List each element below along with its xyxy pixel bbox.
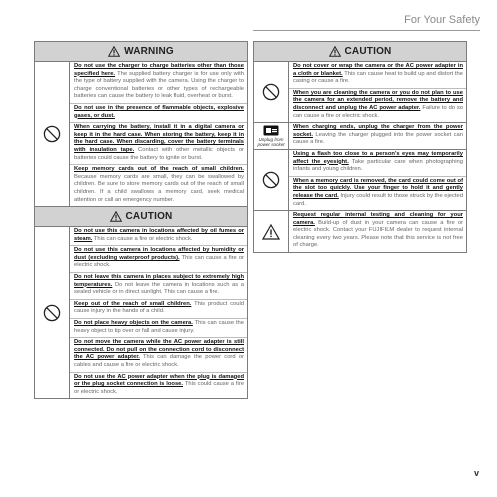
list-item: When carrying the battery, install it in a digital camera or keep it in the hard case. When storing the battery, keep it in the hard case. When discarding, cover the battery terminals with insulation tape. Contact with other metallic objects or batteries could cause the battery to ignite or burst. (70, 123, 247, 165)
warning-icon-cell (35, 62, 70, 206)
caution-items (70, 227, 247, 398)
warning-title: WARNING (124, 46, 174, 57)
caution-triangle-icon (110, 211, 122, 222)
caution-items (289, 211, 466, 252)
caution-section-prohibited-2 (254, 150, 466, 211)
warning-items (70, 62, 247, 206)
list-item: Keep memory cards out of the reach of small children. Because memory cards are small, they can be swallowed by children. Be sure to store memory cards out of the reach of small children. If a child swallows a memory card, seek medical attention or call an emergency number. (74, 166, 244, 203)
caution-icon-cell (254, 211, 289, 252)
list-item: Do not use the AC power adapter when the plug is damaged or the plug socket connection is loose. This could cause a fire or electric shock. (74, 373, 244, 395)
page-number: v (473, 468, 479, 478)
caution-title-bar (35, 206, 247, 227)
caution-items (289, 150, 466, 210)
header-rule (253, 30, 480, 31)
prohibited-icon (43, 304, 61, 322)
caution-items (289, 123, 466, 149)
prohibited-icon (262, 83, 280, 101)
caution-icon-cell (254, 150, 289, 210)
list-item: Do not cover or wrap the camera or the AC power adapter in a cloth or blanket. This can cause heat to build up and distort the casing or cause a fire. (289, 62, 466, 89)
list-item: Request regular internal testing and cleaning for your camera. Build-up of dust in your camera can cause a fire or electric shock. Contact your FUJIFILM dealer to request internal cleaning every two years. Please note that this service is not free of charge. (293, 212, 463, 249)
list-item: Do not use in the presence of flammable objects, explosive gases, or dust. (70, 104, 247, 123)
caution-section (35, 227, 247, 398)
list-item: Using a flash too close to a person's eyes may temporarily affect the eyesight. Take particular care when photographing infants and young children. (289, 150, 466, 177)
caution-icon (262, 224, 280, 240)
right-safety-box (253, 41, 467, 253)
list-item: Do not use this camera in locations affected by oil fumes or steam. This can cause a fire or electric shock. (70, 227, 247, 246)
warning-section (35, 62, 247, 206)
unplug-icon-cell (254, 123, 289, 149)
caution-section-exclamation (254, 211, 466, 252)
caution-section-prohibited (254, 62, 466, 123)
list-item: Keep out of the reach of small children. This product could cause injury in the hands of a child. (70, 300, 247, 319)
list-item: When you are cleaning the camera or you do not plan to use the camera for an extended period, remove the battery and disconnect and unplug the AC power adapter. Failure to do so can cause a fire or electric shock. (293, 89, 463, 119)
header-title: For Your Safety (404, 14, 480, 26)
caution-section-unplug (254, 123, 466, 150)
caution-title: CAUTION (344, 46, 392, 57)
caution-title: CAUTION (125, 211, 173, 223)
caution-title-bar (254, 42, 466, 62)
caution-triangle-icon (329, 46, 341, 57)
list-item: When a memory card is removed, the card could come out of the slot too quickly. Use your finger to hold it and gently release the card. Injury could result to those struck by the ejected card. (293, 177, 463, 207)
unplug-label: Unplug from power socket (257, 136, 285, 148)
unplug-icon (263, 125, 279, 136)
list-item: Do not leave this camera in places subject to extremely high temperatures. Do not leave the camera in locations such as a sealed vehicle or in direct sunlight. This can cause a fire. (70, 273, 247, 300)
warning-title-bar (35, 42, 247, 62)
list-item: Do not move the camera while the AC power adapter is still connected. Do not pull on the connection cord to disconnect the AC power adapter. This can damage the power cord or cables and cause a fire or electric shock. (70, 338, 247, 372)
list-item: Do not use the charger to charge batteries other than those specified here. The supplied battery charger is for use only with the type of battery supplied with the camera. Using the charger to charge conventional batteries or other types of rechargeable batteries can cause the battery to leak fluid, overheat or burst. (70, 62, 247, 104)
list-item: Do not place heavy objects on the camera. This can cause the heavy object to tip over or fall and cause injury. (70, 319, 247, 338)
warning-triangle-icon (108, 46, 120, 57)
caution-icon-cell (254, 62, 289, 122)
left-safety-box (34, 41, 248, 399)
list-item: Do not use this camera in locations affected by humidity or dust (excluding waterproof products). This can cause a fire or electric shock. (70, 246, 247, 273)
prohibited-icon (43, 125, 61, 143)
list-item: When charging ends, unplug the charger from the power socket. Leaving the charger plugged into the power socket can cause a fire. (293, 124, 463, 146)
prohibited-icon (262, 171, 280, 189)
caution-items (289, 62, 466, 122)
caution-icon-cell (35, 227, 70, 398)
